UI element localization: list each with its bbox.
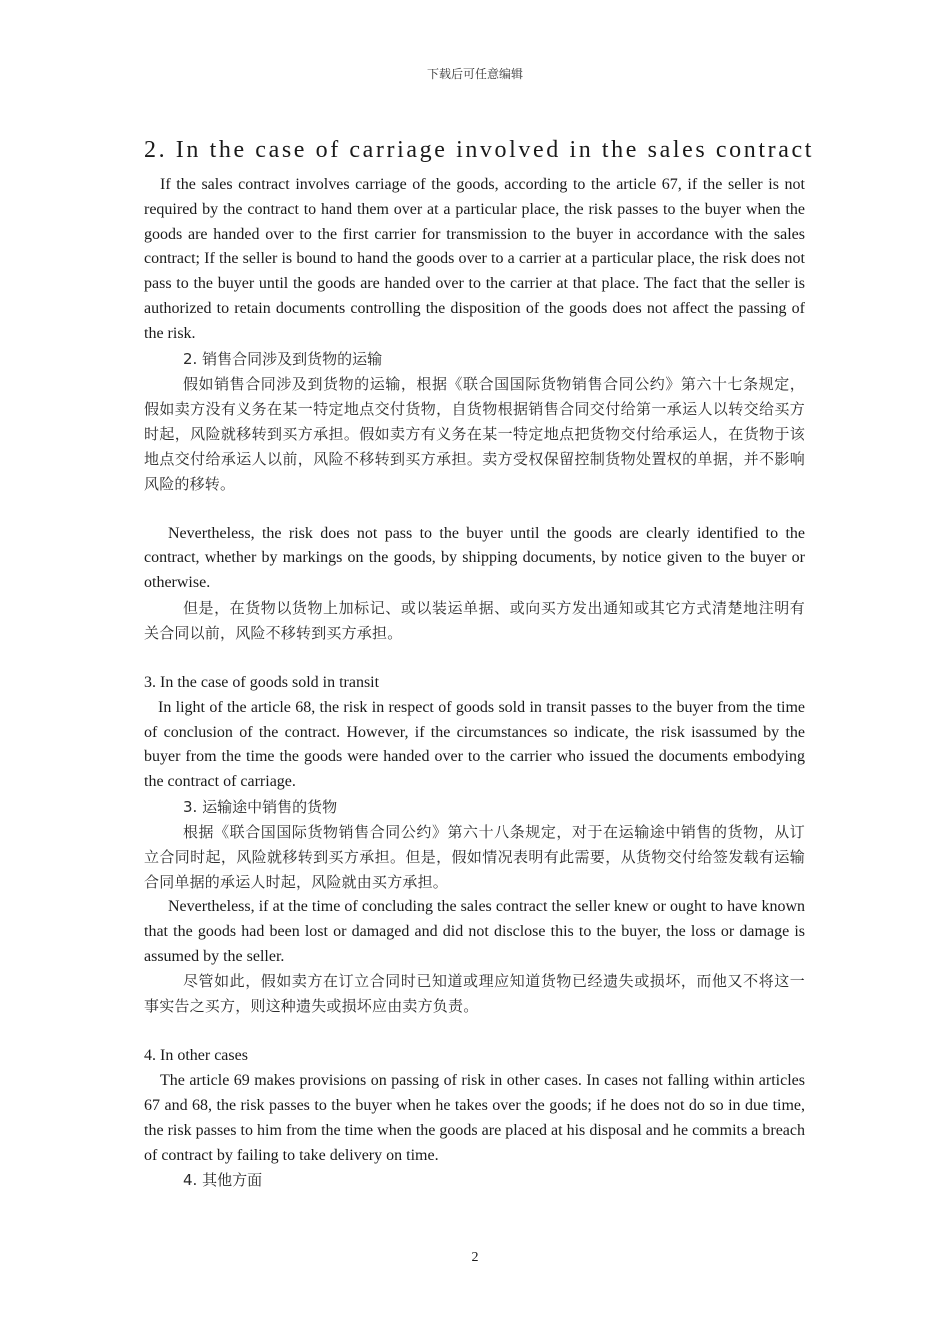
section-title: 2. In the case of carriage involved in the sales contract bbox=[144, 137, 814, 163]
paragraph-identification-cn: 但是，在货物以货物上加标记、或以装运单据、或向买方发出通知或其它方式清楚地注明有关合同以前，风险不移转到买方承担。 bbox=[144, 598, 805, 642]
paragraph-identification-en: Nevertheless, the risk does not pass to the buyer until the goods are clearly identified to the contract, whether by markings on the goods, by shipping documents, by notice given to the buyer or otherwise. bbox=[144, 524, 805, 592]
document-body bbox=[144, 134, 814, 1193]
paragraph-loss-en: Nevertheless, if at the time of concluding the sales contract the seller knew or ought to have known that the goods had been lost or damaged and did not disclose this to the buyer, the loss or damage is assumed by the seller. bbox=[144, 897, 805, 965]
paragraph-loss-cn: 尽管如此，假如卖方在订立合同时已知道或理应知道货物已经遗失或损坏，而他又不将这一事实告之买方，则这种遗失或损坏应由卖方负责。 bbox=[144, 972, 805, 1016]
blank-line bbox=[144, 646, 805, 671]
paragraph-carriage-cn-title: 2. 销售合同涉及到货物的运输 bbox=[183, 349, 383, 368]
paragraph-transit-en: In light of the article 68, the risk in respect of goods sold in transit passes to the buyer from the time of conclusion of the contract. However, if the circumstances so indicate, the risk isassumed by the buyer from the time the goods were handed over to the carrier who issued the documents embodying the contract of carriage. bbox=[144, 698, 805, 791]
page-header: 下载后可任意编辑 bbox=[426, 67, 523, 81]
subheading-other-cases: 4. In other cases bbox=[144, 1047, 248, 1065]
paragraph-carriage-cn: 假如销售合同涉及到货物的运输，根据《联合国国际货物销售合同公约》第六十七条规定，假如卖方没有义务在某一特定地点交付货物，自货物根据销售合同交付给第一承运人以转交给买方时起，风险就移转到买方承担。假如卖方有义务在某一特定地点把货物交付给承运人，在货物于该地点交付给承运人以前，风险不移转到买方承担。卖方受权保留控制货物处置权的单据，并不影响风险的移转。 bbox=[144, 374, 805, 493]
page-number: 2 bbox=[471, 1250, 479, 1265]
paragraph-transit-cn: 根据《联合国国际货物销售合同公约》第六十八条规定，对于在运输途中销售的货物，从订立合同时起，风险就移转到买方承担。但是，假如情况表明有此需要，从货物交付给签发载有运输合同单据的承运人时起，风险就由买方承担。 bbox=[144, 822, 805, 891]
paragraph-carriage-en: If the sales contract involves carriage of the goods, according to the article 67, if the seller is not required by the contract to hand them over at a particular place, the risk passes to the buyer when the goods are handed over to the first carrier for transmission to the buyer in accordance with the sales contract; If the seller is bound to hand the goods over to a carrier at a particular place, the risk does not pass to the buyer until the goods are handed over to the carrier at that place. The fact that the seller is authorized to retain documents controlling the disposition of the goods does not affect the passing of the risk. bbox=[144, 176, 805, 342]
paragraph-other-cases-en: The article 69 makes provisions on passing of risk in other cases. In cases not falling within articles 67 and 68, the risk passes to the buyer when he takes over the goods; if he does not do so in due time, the risk passes to him from the time when the goods are placed at his disposal and he commits a breach of contract by failing to take delivery on time. bbox=[144, 1072, 805, 1164]
blank-line bbox=[144, 1019, 805, 1044]
blank-line bbox=[144, 497, 805, 522]
paragraph-other-cases-cn-title: 4. 其他方面 bbox=[183, 1171, 263, 1190]
paragraph-transit-cn-title: 3. 运输途中销售的货物 bbox=[183, 797, 338, 816]
subheading-goods-in-transit: 3. In the case of goods sold in transit bbox=[144, 673, 380, 691]
